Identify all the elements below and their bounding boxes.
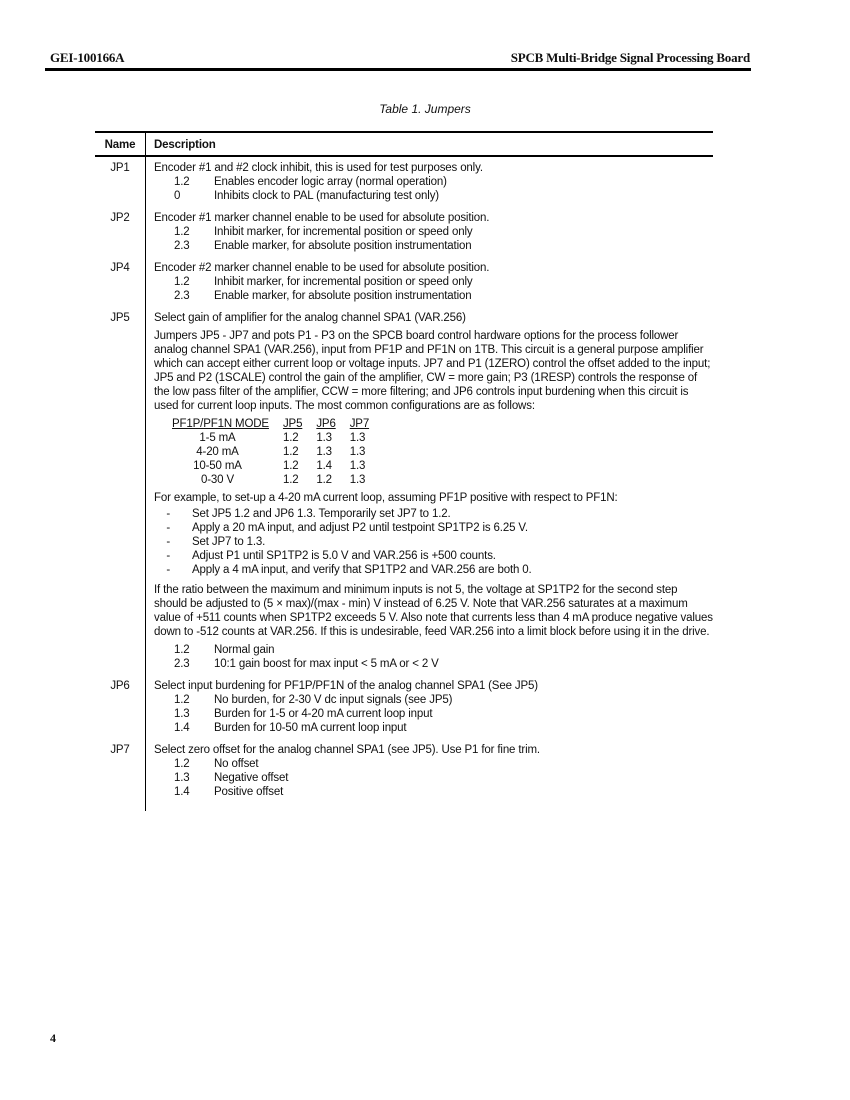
option-text: Normal gain <box>214 644 275 656</box>
step-text: Set JP5 1.2 and JP6 1.3. Temporarily set JP7 to 1.2. <box>192 508 451 520</box>
tail-column-rule <box>145 803 713 811</box>
option-code: 1.3 <box>174 772 190 784</box>
option-code: 1.3 <box>174 708 190 720</box>
configuration-header-row <box>172 417 383 431</box>
setup-step <box>154 535 713 549</box>
option-text: Inhibits clock to PAL (manufacturing test only) <box>214 190 439 202</box>
option-code: 0 <box>174 190 181 202</box>
option-code: 1.2 <box>174 694 190 706</box>
option-text: Enable marker, for absolute position instrumentation <box>214 290 472 302</box>
jumper-option <box>154 771 713 785</box>
jumper-option <box>154 721 713 735</box>
configuration-row <box>172 473 383 487</box>
jumper-summary: Select zero offset for the analog channel SPA1 (see JP5). Use P1 for fine trim. <box>154 744 540 756</box>
step-text: Apply a 20 mA input, and adjust P2 until testpoint SP1TP2 is 6.25 V. <box>192 522 528 534</box>
option-text: Negative offset <box>214 772 289 784</box>
jumper-name: JP6 <box>110 680 130 692</box>
jumper-option <box>154 289 713 303</box>
jumper-option <box>154 657 713 671</box>
configuration-row <box>172 445 383 459</box>
config-jp7: 1.3 <box>349 432 366 444</box>
option-text: Burden for 10-50 mA current loop input <box>214 722 407 734</box>
option-code: 2.3 <box>174 290 190 302</box>
option-text: No burden, for 2-30 V dc input signals (see JP5) <box>214 694 453 706</box>
configuration-row <box>172 431 383 445</box>
option-text: Positive offset <box>214 786 284 798</box>
step-text: Apply a 4 mA input, and verify that SP1TP2 and VAR.256 are both 0. <box>192 564 532 576</box>
option-code: 1.2 <box>174 644 190 656</box>
page-number: 4 <box>50 1031 56 1045</box>
jumper-summary: Encoder #2 marker channel enable to be used for absolute position. <box>154 262 490 274</box>
config-jp5: 1.2 <box>282 446 299 458</box>
option-code: 1.2 <box>174 758 190 770</box>
table-row-jp5 <box>95 307 713 675</box>
setup-step <box>154 549 713 563</box>
option-code: 1.2 <box>174 276 190 288</box>
step-bullet: - <box>166 550 170 562</box>
jumper-option <box>154 175 713 189</box>
jumper-option <box>154 225 713 239</box>
tail-spacer <box>95 803 145 811</box>
step-text: Adjust P1 until SP1TP2 is 5.0 V and VAR.256 is +500 counts. <box>192 550 496 562</box>
table-row-jp6 <box>95 675 713 739</box>
jumper-option <box>154 643 713 657</box>
option-code: 2.3 <box>174 240 190 252</box>
jumper-name: JP1 <box>110 162 130 174</box>
example-intro: For example, to set-up a 4-20 mA current loop, assuming PF1P positive with respect to PF1N: <box>154 492 618 504</box>
jumper-name: JP7 <box>110 744 130 756</box>
table-row-jp1 <box>95 157 713 207</box>
config-jp5: 1.2 <box>282 474 299 486</box>
jumper-summary: Select gain of amplifier for the analog channel SPA1 (VAR.256) <box>154 312 466 324</box>
jumper-name: JP4 <box>110 262 130 274</box>
config-mode: 10-50 mA <box>193 460 242 472</box>
jumper-description <box>145 675 713 739</box>
config-jp6: 1.4 <box>316 460 332 472</box>
jp5-intro-paragraph: Jumpers JP5 - JP7 and pots P1 - P3 on the SPCB board control hardware options for the process follower analog channel SPA1 (VAR.256), input from PF1P and PF1N on 1TB. This circuit is a general purpose amplifier which can accept either current loop or voltage inputs. JP7 and P1 (1ZERO) control the offset added to the input; JP5 and P2 (1SCALE) control the gain of the amplifier, CW = more gain; P3 (1RESP) controls the response of the low pass filter of the amplifier, CCW = more filtering; and JP6 controls input burdening when this circuit is used for current loop inputs. The most common configurations are as follows: <box>154 330 711 412</box>
jumper-description <box>145 257 713 307</box>
jumper-option <box>154 189 713 203</box>
config-jp5: 1.2 <box>282 432 299 444</box>
option-text: Burden for 1-5 or 4-20 mA current loop input <box>214 708 433 720</box>
table-row-jp4 <box>95 257 713 307</box>
option-code: 1.2 <box>174 226 190 238</box>
jumper-description <box>145 157 713 207</box>
step-bullet: - <box>166 508 170 520</box>
config-mode: 4-20 mA <box>196 446 239 458</box>
config-jp7: 1.3 <box>349 474 366 486</box>
config-jp6: 1.3 <box>316 432 332 444</box>
option-text: Inhibit marker, for incremental position or speed only <box>214 276 473 288</box>
document-title: SPCB Multi-Bridge Signal Processing Board <box>510 50 750 65</box>
jumper-option <box>154 693 713 707</box>
setup-step <box>154 507 713 521</box>
jumper-option <box>154 707 713 721</box>
config-mode: 1-5 mA <box>199 432 236 444</box>
config-header-mode: PF1P/PF1N MODE <box>172 418 269 430</box>
jumper-option <box>154 239 713 253</box>
column-header-description: Description <box>145 133 713 155</box>
configuration-row <box>172 459 383 473</box>
option-text: 10:1 gain boost for max input < 5 mA or < 2 V <box>214 658 439 670</box>
table-row-jp7 <box>95 739 713 803</box>
config-jp7: 1.3 <box>349 460 366 472</box>
jumper-description <box>145 307 713 675</box>
column-header-name: Name <box>104 139 136 151</box>
option-code: 2.3 <box>174 658 190 670</box>
document-id: GEI-100166A <box>50 50 125 65</box>
setup-step <box>154 521 713 535</box>
step-bullet: - <box>166 522 170 534</box>
jumper-summary: Select input burdening for PF1P/PF1N of the analog channel SPA1 (See JP5) <box>154 680 538 692</box>
jumper-summary: Encoder #1 and #2 clock inhibit, this is used for test purposes only. <box>154 162 483 174</box>
option-text: Inhibit marker, for incremental position or speed only <box>214 226 473 238</box>
jumper-option <box>154 275 713 289</box>
option-text: No offset <box>214 758 259 770</box>
jumper-option <box>154 785 713 799</box>
option-code: 1.4 <box>174 786 190 798</box>
config-header-jp7: JP7 <box>349 418 370 430</box>
option-text: Enable marker, for absolute position instrumentation <box>214 240 472 252</box>
table-header-row <box>95 133 713 157</box>
config-mode: 0-30 V <box>200 474 234 486</box>
table-caption: Table 1. Jumpers <box>379 102 471 116</box>
config-header-jp5: JP5 <box>282 418 303 430</box>
jumper-name: JP2 <box>110 212 130 224</box>
jumper-summary: Encoder #1 marker channel enable to be used for absolute position. <box>154 212 490 224</box>
ratio-note: If the ratio between the maximum and minimum inputs is not 5, the voltage at SP1TP2 for the second step should be adjusted to (5 × max)/(max - min) V instead of 6.25 V. Note that VAR.256 saturates at a maximum value of +511 counts when SP1TP2 exceeds 5 V. Also note that currents less than 4 mA produce negative values down to -512 counts at VAR.256. If this is undesirable, feed VAR.256 into a limit block before using it in the drive. <box>154 584 713 638</box>
step-bullet: - <box>166 564 170 576</box>
config-jp6: 1.2 <box>316 474 332 486</box>
config-header-jp6: JP6 <box>316 418 336 430</box>
step-text: Set JP7 to 1.3. <box>192 536 266 548</box>
option-code: 1.4 <box>174 722 190 734</box>
config-jp6: 1.3 <box>316 446 332 458</box>
option-text: Enables encoder logic array (normal operation) <box>214 176 447 188</box>
setup-step <box>154 563 713 577</box>
option-code: 1.2 <box>174 176 190 188</box>
jumper-option <box>154 757 713 771</box>
step-bullet: - <box>166 536 170 548</box>
jumper-description <box>145 207 713 257</box>
table-tail <box>95 803 713 811</box>
configuration-table <box>172 417 383 487</box>
config-jp5: 1.2 <box>282 460 299 472</box>
header-rule <box>45 68 751 71</box>
jumper-description <box>145 739 713 803</box>
config-jp7: 1.3 <box>349 446 366 458</box>
setup-steps-list <box>154 507 713 577</box>
jumper-name: JP5 <box>110 312 130 324</box>
table-row-jp2 <box>95 207 713 257</box>
jumpers-table <box>95 131 713 811</box>
